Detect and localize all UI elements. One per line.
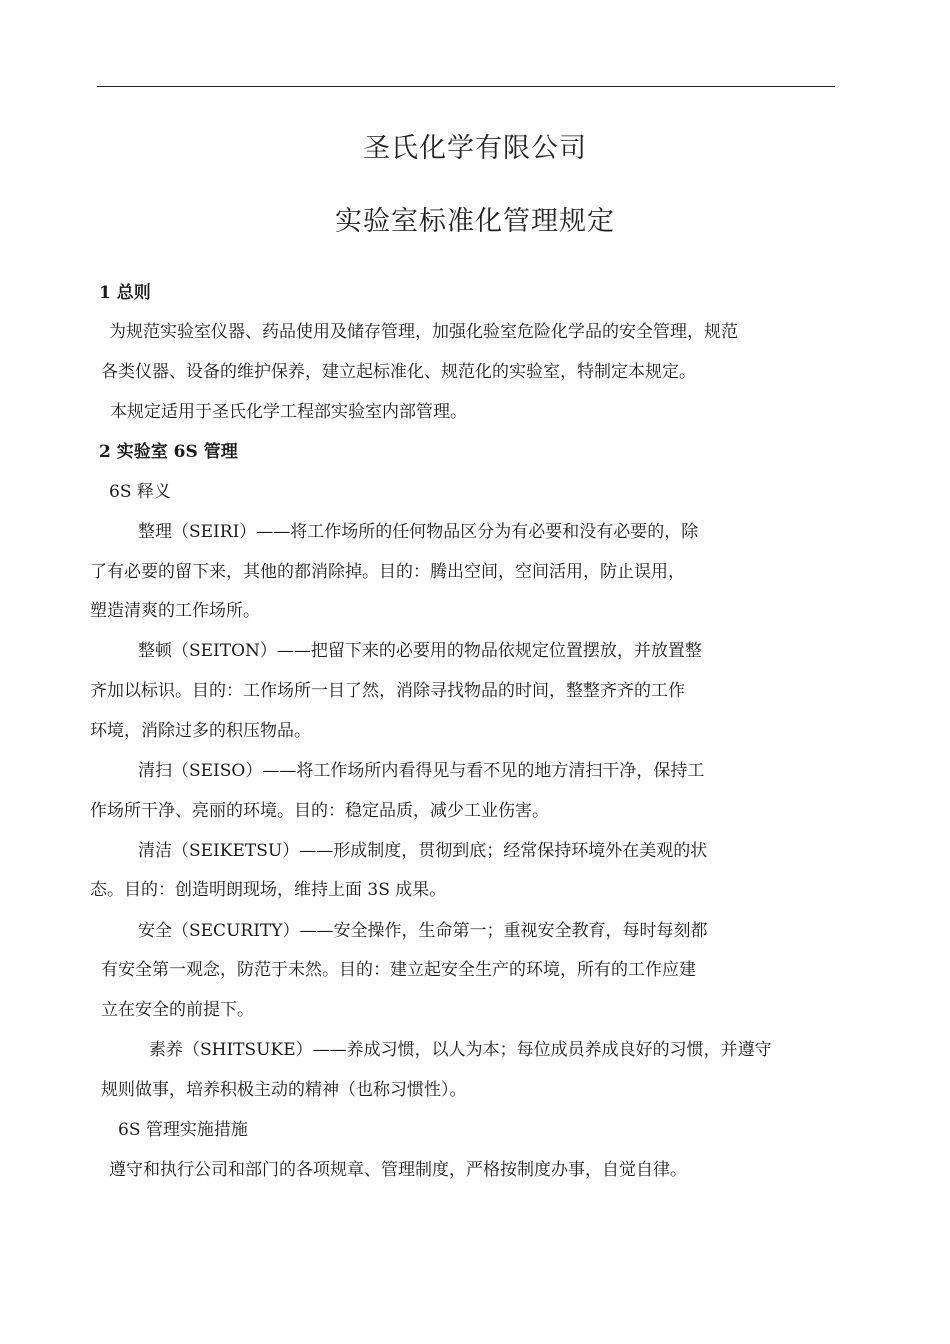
shitsuke-line: 规则做事，培养积极主动的精神（也称习惯性）。 xyxy=(101,1080,467,1100)
measure-line: 遵守和执行公司和部门的各项规章、管理制度，严格按制度办事，自觉自律。 xyxy=(109,1160,687,1180)
section-heading-general: 1 总则 xyxy=(99,283,151,303)
seiton-line: 环境，消除过多的积压物品。 xyxy=(90,721,311,741)
security-line: 立在安全的前提下。 xyxy=(101,1000,254,1020)
shitsuke-line: 素养（SHITSUKE）——养成习惯，以人为本；每位成员养成良好的习惯，并遵守 xyxy=(149,1040,772,1060)
subheading-6s-definition: 6S 释义 xyxy=(109,482,171,502)
seiso-line: 作场所干净、亮丽的环境。目的：稳定品质，减少工业伤害。 xyxy=(90,801,549,821)
security-line: 有安全第一观念，防范于未然。目的：建立起安全生产的环境，所有的工作应建 xyxy=(101,960,696,980)
header-rule xyxy=(97,86,835,87)
document-title: 实验室标准化管理规定 xyxy=(335,206,615,237)
seiketsu-line: 清洁（SEIKETSU）——形成制度，贯彻到底；经常保持环境外在美观的状 xyxy=(138,841,708,861)
seiketsu-line: 态。目的：创造明朗现场，维持上面 3S 成果。 xyxy=(90,880,447,900)
company-name: 圣氏化学有限公司 xyxy=(363,133,587,164)
seiton-line: 整顿（SEITON）——把留下来的必要用的物品依规定位置摆放，并放置整 xyxy=(138,641,702,661)
seiri-line: 整理（SEIRI）——将工作场所的任何物品区分为有必要和没有必要的，除 xyxy=(138,522,699,542)
seiton-line: 齐加以标识。目的：工作场所一目了然，消除寻找物品的时间，整整齐齐的工作 xyxy=(90,681,685,701)
security-line: 安全（SECURITY）——安全操作，生命第一；重视安全教育，每时每刻都 xyxy=(138,921,708,941)
subheading-6s-measures: 6S 管理实施措施 xyxy=(118,1120,248,1140)
seiso-line: 清扫（SEISO）——将工作场所内看得见与看不见的地方清扫干净，保持工 xyxy=(138,761,705,781)
paragraph-line: 各类仪器、设备的维护保养，建立起标准化、规范化的实验室，特制定本规定。 xyxy=(101,362,696,382)
section-heading-6s: 2 实验室 6S 管理 xyxy=(99,442,238,462)
paragraph-line: 本规定适用于圣氏化学工程部实验室内部管理。 xyxy=(110,402,467,422)
paragraph-line: 为规范实验室仪器、药品使用及储存管理，加强化验室危险化学品的安全管理，规范 xyxy=(109,322,738,342)
seiri-line: 塑造清爽的工作场所。 xyxy=(90,601,260,621)
seiri-line: 了有必要的留下来，其他的都消除掉。目的：腾出空间，空间活用，防止误用， xyxy=(90,562,685,582)
